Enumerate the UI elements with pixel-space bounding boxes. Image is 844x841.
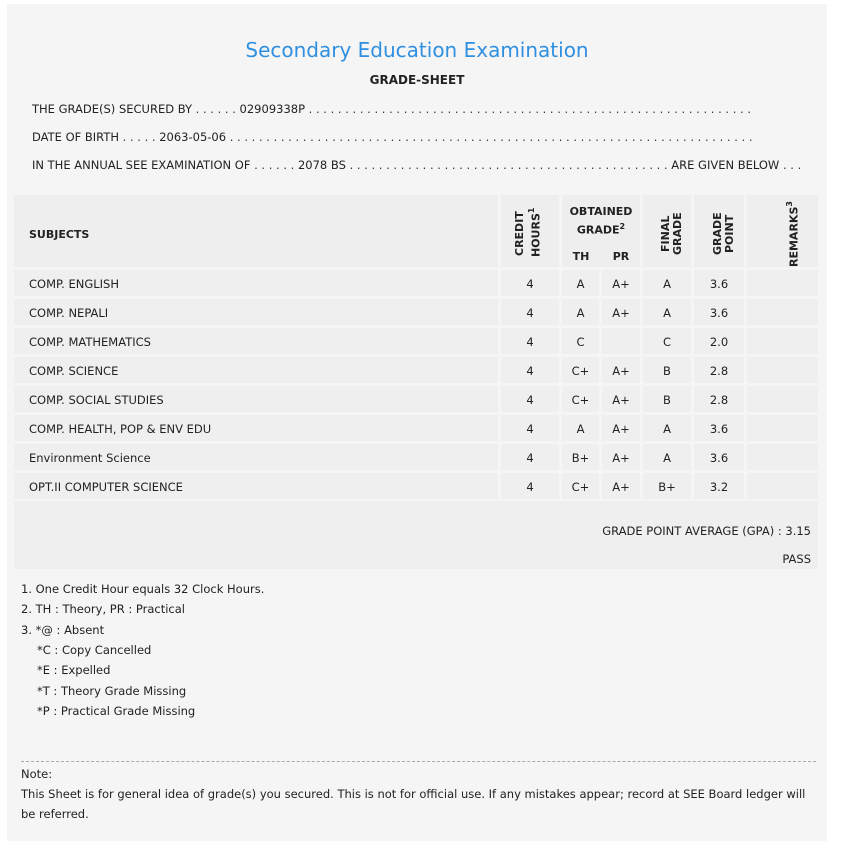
cell-th: A bbox=[576, 422, 585, 436]
cell-th: C+ bbox=[571, 393, 590, 407]
cell-final: C bbox=[662, 335, 672, 349]
cell-gp: 3.6 bbox=[709, 451, 729, 465]
cell-bg bbox=[747, 444, 818, 470]
cell-bg bbox=[602, 328, 640, 354]
exam-line: IN THE ANNUAL SEE EXAMINATION OF . . . . . . 2078 BS . . . . . . . . . . . . . . . . . . . . . . . . . . . . . . . . . . . . . . . . . . . . ARE GIVEN BELOW . . . bbox=[32, 158, 802, 172]
cell-subject: COMP. HEALTH, POP & ENV EDU bbox=[29, 422, 212, 436]
exam-year: 2078 BS bbox=[297, 158, 346, 172]
cell-bg bbox=[747, 357, 818, 383]
symbol-number: 02909338P bbox=[239, 102, 306, 116]
footnote-item: *C : Copy Cancelled bbox=[37, 642, 152, 657]
header-remarks: REMARKS$^3$ bbox=[785, 201, 801, 267]
exam-label: IN THE ANNUAL SEE EXAMINATION OF bbox=[32, 158, 251, 172]
cell-final: A bbox=[663, 277, 671, 291]
cell-bg bbox=[747, 415, 818, 441]
header-final: FINAL GRADE bbox=[659, 212, 684, 255]
cell-gp: 2.0 bbox=[709, 335, 729, 349]
cell-final: A bbox=[663, 306, 671, 320]
cell-th: A bbox=[576, 277, 585, 291]
secured-by-line: THE GRADE(S) SECURED BY . . . . . . 02909338P . . . . . . . . . . . . . . . . . . . . . . . . . . . . . . . . . . . . . . . . . . . . . . . . . . . . . . . . . . . . . bbox=[32, 102, 751, 116]
footnote-item: 1. One Credit Hour equals 32 Clock Hours. bbox=[21, 582, 265, 596]
cell-credit: 4 bbox=[526, 422, 534, 436]
note-label: Note: bbox=[21, 767, 53, 781]
cell-pr: A+ bbox=[612, 364, 630, 378]
cell-pr: A+ bbox=[612, 451, 630, 465]
header-obtained: OBTAINED GRADE$^2$ bbox=[569, 205, 633, 237]
cell-th: C+ bbox=[571, 364, 590, 378]
cell-subject: OPT.II COMPUTER SCIENCE bbox=[29, 480, 183, 494]
cell-bg bbox=[747, 328, 818, 354]
cell-bg bbox=[747, 299, 818, 325]
footnote-item: *E : Expelled bbox=[37, 663, 111, 678]
cell-bg bbox=[747, 270, 818, 296]
given-below: ARE GIVEN BELOW bbox=[671, 158, 780, 172]
cell-gp: 3.6 bbox=[709, 306, 729, 320]
gpa-value: GRADE POINT AVERAGE (GPA) : 3.15 bbox=[602, 524, 811, 538]
cell-gp: 3.2 bbox=[709, 480, 729, 494]
cell-subject: Environment Science bbox=[29, 451, 151, 465]
cell-bg bbox=[747, 473, 818, 499]
page-title: Secondary Education Examination bbox=[245, 38, 589, 62]
cell-subject: COMP. SOCIAL STUDIES bbox=[29, 393, 164, 407]
grade-sheet bbox=[7, 4, 827, 841]
cell-subject: COMP. ENGLISH bbox=[29, 277, 119, 291]
cell-credit: 4 bbox=[526, 393, 534, 407]
note-line-1: This Sheet is for general idea of grade(s) you secured. This is not for official use. If any mistakes appear; record at SEE Board ledger will bbox=[21, 787, 806, 801]
header-subjects: SUBJECTS bbox=[29, 228, 90, 241]
cell-th: C bbox=[576, 335, 585, 349]
cell-bg bbox=[747, 386, 818, 412]
summary-panel bbox=[14, 501, 818, 569]
divider bbox=[21, 761, 816, 762]
cell-final: A bbox=[663, 451, 671, 465]
cell-gp: 2.8 bbox=[709, 364, 729, 378]
cell-th: C+ bbox=[571, 480, 590, 494]
cell-pr: A+ bbox=[612, 422, 630, 436]
result-status: PASS bbox=[782, 552, 811, 566]
header-pr: PR bbox=[612, 250, 630, 263]
cell-final: B+ bbox=[658, 480, 676, 494]
cell-credit: 4 bbox=[526, 480, 534, 494]
cell-pr: A+ bbox=[612, 393, 630, 407]
cell-credit: 4 bbox=[526, 451, 534, 465]
cell-pr: A+ bbox=[612, 306, 630, 320]
cell-final: B bbox=[663, 364, 671, 378]
cell-gp: 3.6 bbox=[709, 422, 729, 436]
dob-value: 2063-05-06 bbox=[159, 130, 227, 144]
cell-final: A bbox=[663, 422, 671, 436]
dob-line: DATE OF BIRTH . . . . . 2063-05-06 . . . . . . . . . . . . . . . . . . . . . . . . . . . . . . . . . . . . . . . . . . . . . . . . . . . . . . . . . . . . . . . . . . . . . . . . bbox=[32, 130, 753, 144]
cell-pr: A+ bbox=[612, 480, 630, 494]
cell-final: B bbox=[663, 393, 671, 407]
cell-gp: 3.6 bbox=[709, 277, 729, 291]
page-subtitle: GRADE-SHEET bbox=[369, 73, 465, 87]
dob-label: DATE OF BIRTH bbox=[32, 130, 120, 144]
cell-credit: 4 bbox=[526, 364, 534, 378]
header-cell-remarks bbox=[747, 195, 818, 267]
footnote-item: *T : Theory Grade Missing bbox=[37, 683, 187, 698]
cell-th: B+ bbox=[571, 451, 590, 465]
cell-credit: 4 bbox=[526, 277, 534, 291]
footnote-item: 2. TH : Theory, PR : Practical bbox=[21, 602, 185, 617]
cell-gp: 2.8 bbox=[709, 393, 729, 407]
cell-credit: 4 bbox=[526, 335, 534, 349]
header-credit: CREDIT HOURS$^1$ bbox=[513, 207, 543, 257]
cell-subject: COMP. NEPALI bbox=[29, 306, 109, 320]
cell-credit: 4 bbox=[526, 306, 534, 320]
cell-subject: COMP. SCIENCE bbox=[29, 364, 119, 378]
note-line-2: be referred. bbox=[21, 807, 89, 821]
footnote-item: 3. *@ : Absent bbox=[21, 622, 105, 637]
cell-th: A bbox=[576, 306, 585, 320]
secured-by-label: THE GRADE(S) SECURED BY bbox=[32, 102, 193, 116]
cell-pr: A+ bbox=[612, 277, 630, 291]
header-th: TH bbox=[572, 250, 590, 263]
footnote-item: *P : Practical Grade Missing bbox=[37, 703, 196, 718]
cell-subject: COMP. MATHEMATICS bbox=[29, 335, 151, 349]
header-gp: GRADE POINT bbox=[711, 212, 736, 255]
